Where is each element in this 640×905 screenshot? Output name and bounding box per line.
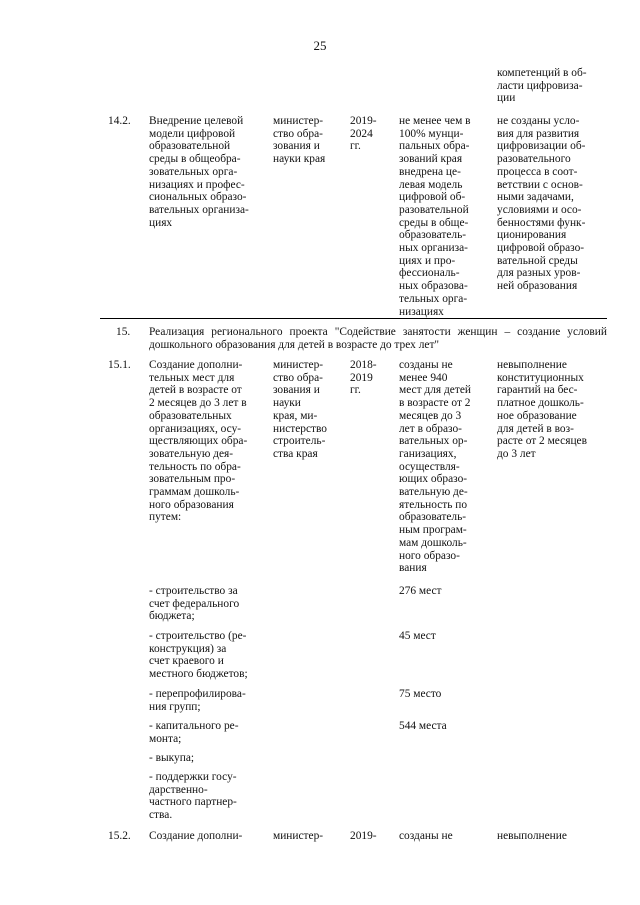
event-cell: Внедрение целевой модели цифровой образовательной среды в общеобра- зовательных орга- низациях и профес- сиональных образо- вательных организа- циях	[149, 115, 249, 229]
risk-cell: невыполнение	[497, 830, 567, 842]
section-number: 15.	[116, 326, 131, 338]
dates-cell: 2018- 2019 гг.	[350, 359, 377, 397]
row-number: 15.1.	[108, 359, 131, 371]
row-number: 14.2.	[108, 115, 131, 127]
executor-cell: министер- ство обра- зования и науки края, ми- нистерство строитель- ства края	[273, 359, 328, 460]
risk-cell: не созданы усло- вия для развития цифровизации об- разовательного процесса в соот- ветствии с основ- ными задачами, условиями и осо- бенностями функ- ционирования цифровой образо- вательной среды для разных уров- ней образования	[497, 115, 586, 293]
page-number: 25	[313, 38, 327, 53]
event-cell: Создание дополни-	[149, 830, 243, 842]
sub-item-label: - поддержки госу- дарственно- частного партнер- ства.	[149, 771, 237, 822]
sub-item-label: - перепрофилирова- ния групп;	[149, 688, 246, 713]
indicator-cell: не менее чем в 100% мунци- пальных обра- зований края внедрена це- левая модель цифровой об- разовательной среды в обще- образователь- ных организа- циях и про- фессиональ- ных образова- тельных орга- низациях	[399, 115, 471, 318]
dates-cell: 2019-	[350, 830, 377, 842]
executor-cell: министер-	[273, 830, 324, 842]
sub-item-label: - выкупа;	[149, 752, 195, 764]
row-number: 15.2.	[108, 830, 131, 842]
divider	[100, 318, 607, 319]
indicator-cell: созданы не менее 940 мест для детей в возрасте от 2 месяцев до 3 лет в образо- вательных ор- ганизациях, осуществля- ющих образо- вательную де- ятельность по образователь- ным програм- мам дошколь- ного образо- вания	[399, 359, 471, 575]
sub-item-value: 544 места	[399, 720, 447, 732]
executor-cell: министер- ство обра- зования и науки края	[273, 115, 326, 166]
section-title: Реализация регионального проекта "Содействие занятости женщин – создание условий дошкольного образования для детей в возрасте до трех лет"	[149, 326, 607, 351]
event-cell: Создание дополни- тельных мест для детей в возрасте от 2 месяцев до 3 лет в образовательных организациях, осу- ществляющих обра- зовательную дея- тельность по обра- зовательным про- граммам дошколь- ного образования путем:	[149, 359, 248, 524]
sub-item-value: 75 место	[399, 688, 442, 700]
dates-cell: 2019- 2024 гг.	[350, 115, 377, 153]
risk-cell: невыполнение конституционных гарантий на бес- платное дошколь- ное образование для детей в воз- расте от 2 месяцев до 3 лет	[497, 359, 587, 460]
carry-over-risk: компетенций в об- ласти цифровиза- ции	[497, 67, 587, 105]
sub-item-label: - капитального ре- монта;	[149, 720, 239, 745]
indicator-cell: созданы не	[399, 830, 453, 842]
sub-item-value: 45 мест	[399, 630, 436, 642]
sub-item-value: 276 мест	[399, 585, 442, 597]
sub-item-label: - строительство за счет федерального бюджета;	[149, 585, 240, 623]
sub-item-label: - строительство (ре- конструкция) за счет краевого и местного бюджетов;	[149, 630, 248, 681]
